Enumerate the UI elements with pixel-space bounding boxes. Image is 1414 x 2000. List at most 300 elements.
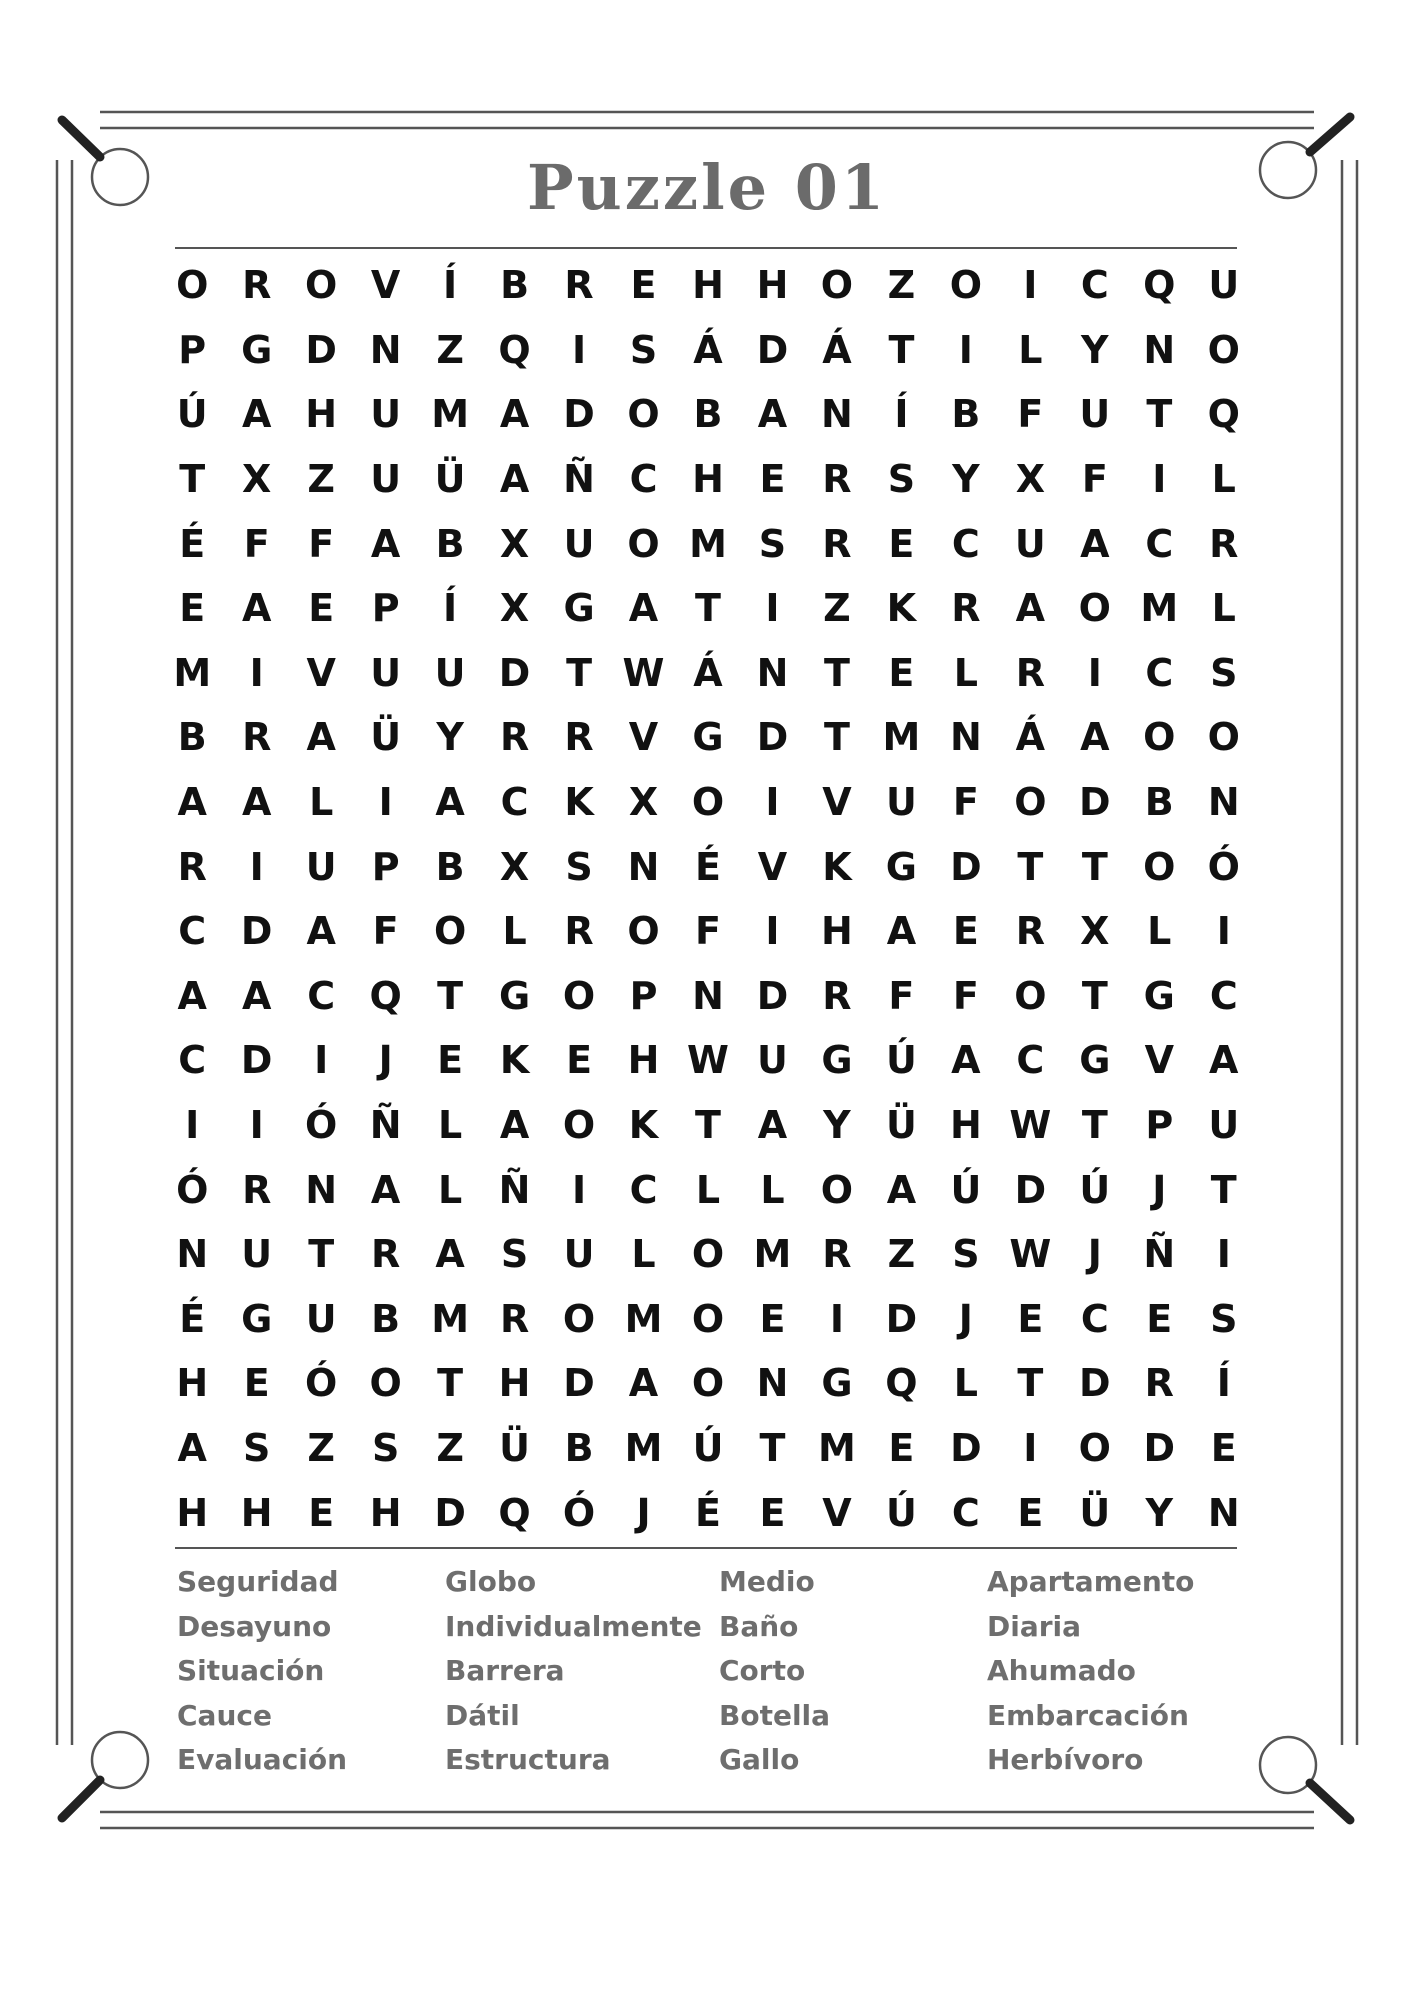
grid-cell[interactable]: I — [249, 1103, 264, 1148]
grid-cell[interactable]: N — [821, 392, 853, 437]
grid-cell[interactable]: E — [566, 1038, 593, 1083]
grid-cell[interactable]: C — [629, 1167, 658, 1212]
grid-cell[interactable]: D — [1143, 1426, 1176, 1471]
grid-cell[interactable]: D — [240, 1038, 273, 1083]
grid-cell[interactable]: B — [951, 392, 981, 437]
grid-cell[interactable]: H — [692, 457, 724, 502]
grid-cell[interactable]: I — [1216, 1232, 1231, 1277]
grid-cell[interactable]: A — [241, 392, 272, 437]
grid-cell[interactable]: R — [822, 457, 852, 502]
grid-cell[interactable]: B — [564, 1426, 594, 1471]
grid-cell[interactable]: Ü — [1079, 1490, 1111, 1535]
grid-cell[interactable]: I — [314, 1038, 329, 1083]
grid-cell[interactable]: Á — [1015, 715, 1046, 760]
grid-cell[interactable]: M — [882, 715, 921, 760]
grid-cell[interactable]: Ü — [434, 457, 466, 502]
grid-cell[interactable]: A — [177, 780, 207, 825]
grid-cell[interactable]: R — [242, 715, 272, 760]
grid-cell[interactable]: O — [627, 521, 660, 566]
grid-cell[interactable]: D — [1014, 1167, 1047, 1212]
grid-cell[interactable]: E — [888, 650, 915, 695]
grid-cell[interactable]: A — [306, 715, 336, 760]
grid-cell[interactable]: K — [628, 1103, 659, 1148]
grid-cell[interactable]: N — [176, 1232, 209, 1277]
grid-cell[interactable]: X — [1015, 457, 1045, 502]
grid-cell[interactable]: X — [628, 780, 659, 825]
grid-cell[interactable]: R — [499, 715, 530, 760]
grid-cell[interactable]: O — [1143, 715, 1176, 760]
grid-cell[interactable]: E — [1017, 1490, 1044, 1535]
grid-cell[interactable]: T — [695, 1103, 721, 1148]
grid-cell[interactable]: F — [1017, 392, 1044, 437]
grid-cell[interactable]: X — [242, 457, 272, 502]
grid-cell[interactable]: S — [243, 1426, 271, 1471]
grid-cell[interactable]: H — [692, 263, 724, 308]
grid-cell[interactable]: F — [243, 521, 270, 566]
grid-cell[interactable]: G — [241, 327, 273, 372]
grid-cell[interactable]: R — [242, 1167, 272, 1212]
grid-cell[interactable]: P — [178, 327, 207, 372]
grid-cell[interactable]: N — [305, 1167, 338, 1212]
grid-cell[interactable]: Ó — [1207, 844, 1240, 889]
grid-cell[interactable]: L — [953, 1361, 978, 1406]
grid-cell[interactable]: Ú — [1079, 1167, 1111, 1212]
grid-cell[interactable]: V — [306, 650, 336, 695]
grid-cell[interactable]: E — [759, 457, 786, 502]
grid-cell[interactable]: L — [1211, 586, 1236, 631]
grid-cell[interactable]: S — [1210, 650, 1238, 695]
grid-cell[interactable]: T — [437, 1361, 464, 1406]
grid-cell[interactable]: Ú — [885, 1038, 917, 1083]
grid-cell[interactable]: S — [952, 1232, 980, 1277]
grid-cell[interactable]: M — [431, 1296, 470, 1341]
grid-cell[interactable]: Ü — [885, 1103, 917, 1148]
grid-cell[interactable]: M — [431, 392, 470, 437]
grid-cell[interactable]: G — [821, 1038, 853, 1083]
grid-cell[interactable]: D — [950, 844, 982, 889]
grid-cell[interactable]: A — [886, 909, 917, 954]
grid-cell[interactable]: O — [691, 780, 725, 825]
grid-cell[interactable]: Ñ — [369, 1103, 402, 1148]
grid-cell[interactable]: T — [888, 327, 915, 372]
grid-cell[interactable]: R — [564, 263, 594, 308]
grid-cell[interactable]: Í — [1216, 1361, 1231, 1406]
grid-cell[interactable]: M — [1140, 586, 1179, 631]
grid-cell[interactable]: O — [1207, 327, 1240, 372]
grid-cell[interactable]: O — [1014, 780, 1047, 825]
grid-cell[interactable]: C — [629, 457, 658, 502]
grid-cell[interactable]: F — [1081, 457, 1108, 502]
grid-cell[interactable]: N — [627, 844, 660, 889]
grid-cell[interactable]: C — [178, 1038, 207, 1083]
grid-cell[interactable]: O — [949, 263, 983, 308]
grid-cell[interactable]: E — [1210, 1426, 1237, 1471]
grid-cell[interactable]: U — [1014, 521, 1046, 566]
grid-cell[interactable]: C — [1145, 650, 1174, 695]
grid-cell[interactable]: I — [1087, 650, 1102, 695]
grid-cell[interactable]: D — [240, 909, 273, 954]
grid-cell[interactable]: E — [243, 1361, 270, 1406]
grid-cell[interactable]: A — [628, 586, 659, 631]
grid-cell[interactable]: B — [693, 392, 723, 437]
grid-cell[interactable]: Z — [887, 1232, 916, 1277]
grid-cell[interactable]: N — [1207, 780, 1240, 825]
grid-cell[interactable]: B — [371, 1296, 401, 1341]
grid-cell[interactable]: K — [499, 1038, 530, 1083]
grid-cell[interactable]: W — [622, 650, 665, 695]
grid-cell[interactable]: D — [756, 973, 789, 1018]
grid-cell[interactable]: X — [499, 586, 530, 631]
grid-cell[interactable]: J — [1087, 1232, 1102, 1277]
grid-cell[interactable]: Ú — [176, 392, 208, 437]
grid-cell[interactable]: Q — [1143, 263, 1176, 308]
grid-cell[interactable]: Á — [693, 327, 723, 372]
grid-cell[interactable]: K — [822, 844, 852, 889]
grid-cell[interactable]: A — [370, 1167, 401, 1212]
grid-cell[interactable]: I — [571, 327, 587, 372]
grid-cell[interactable]: H — [756, 263, 789, 308]
grid-cell[interactable]: Y — [952, 457, 980, 502]
grid-cell[interactable]: N — [369, 327, 402, 372]
grid-cell[interactable]: O — [691, 1361, 725, 1406]
grid-cell[interactable]: L — [953, 650, 978, 695]
grid-cell[interactable]: P — [629, 973, 658, 1018]
grid-cell[interactable]: U — [241, 1232, 273, 1277]
grid-cell[interactable]: D — [756, 715, 789, 760]
grid-cell[interactable]: Ñ — [1143, 1232, 1176, 1277]
grid-cell[interactable]: F — [952, 973, 979, 1018]
grid-cell[interactable]: I — [1152, 457, 1167, 502]
grid-cell[interactable]: E — [308, 1490, 335, 1535]
grid-cell[interactable]: I — [185, 1103, 200, 1148]
grid-cell[interactable]: R — [822, 973, 852, 1018]
grid-cell[interactable]: R — [564, 715, 594, 760]
grid-cell[interactable]: T — [1017, 1361, 1044, 1406]
grid-cell[interactable]: A — [177, 973, 207, 1018]
grid-cell[interactable]: B — [177, 715, 207, 760]
grid-cell[interactable]: B — [1144, 780, 1174, 825]
grid-cell[interactable]: C — [1080, 1296, 1109, 1341]
grid-cell[interactable]: J — [378, 1038, 393, 1083]
grid-cell[interactable]: O — [305, 263, 338, 308]
grid-cell[interactable]: A — [1015, 586, 1046, 631]
grid-cell[interactable]: L — [695, 1167, 721, 1212]
grid-cell[interactable]: U — [1208, 1103, 1240, 1148]
grid-cell[interactable]: G — [1143, 973, 1175, 1018]
grid-cell[interactable]: C — [307, 973, 336, 1018]
grid-cell[interactable]: F — [888, 973, 915, 1018]
grid-cell[interactable]: T — [1146, 392, 1173, 437]
grid-cell[interactable]: R — [822, 1232, 852, 1277]
grid-cell[interactable]: G — [498, 973, 531, 1018]
grid-cell[interactable]: L — [1018, 327, 1043, 372]
grid-cell[interactable]: D — [1079, 780, 1111, 825]
grid-cell[interactable]: T — [695, 586, 721, 631]
grid-cell[interactable]: U — [370, 392, 402, 437]
grid-cell[interactable]: S — [629, 327, 658, 372]
grid-cell[interactable]: L — [631, 1232, 656, 1277]
grid-cell[interactable]: O — [369, 1361, 402, 1406]
grid-cell[interactable]: R — [242, 263, 272, 308]
grid-cell[interactable]: Ü — [370, 715, 402, 760]
grid-cell[interactable]: V — [822, 1490, 852, 1535]
grid-cell[interactable]: W — [1009, 1103, 1052, 1148]
letter-grid[interactable] — [160, 253, 1256, 1545]
grid-cell[interactable]: R — [564, 909, 594, 954]
grid-cell[interactable]: A — [628, 1361, 659, 1406]
grid-cell[interactable]: H — [498, 1361, 531, 1406]
grid-cell[interactable]: O — [691, 1296, 725, 1341]
grid-cell[interactable]: Ñ — [563, 457, 595, 502]
grid-cell[interactable]: I — [765, 586, 780, 631]
grid-cell[interactable]: E — [759, 1296, 786, 1341]
grid-cell[interactable]: L — [1147, 909, 1172, 954]
grid-cell[interactable]: Q — [369, 973, 402, 1018]
grid-cell[interactable]: Z — [436, 327, 464, 372]
grid-cell[interactable]: U — [757, 1038, 788, 1083]
grid-cell[interactable]: E — [630, 263, 657, 308]
grid-cell[interactable]: R — [499, 1296, 530, 1341]
grid-cell[interactable]: A — [241, 973, 272, 1018]
grid-cell[interactable]: O — [820, 1167, 854, 1212]
grid-cell[interactable]: Á — [822, 327, 852, 372]
grid-cell[interactable]: M — [624, 1426, 663, 1471]
grid-cell[interactable]: A — [370, 521, 401, 566]
grid-cell[interactable]: H — [627, 1038, 660, 1083]
grid-cell[interactable]: S — [758, 521, 787, 566]
grid-cell[interactable]: U — [305, 1296, 337, 1341]
grid-cell[interactable]: Y — [823, 1103, 851, 1148]
grid-cell[interactable]: A — [241, 586, 272, 631]
grid-cell[interactable]: Ó — [562, 1490, 596, 1535]
grid-cell[interactable]: C — [500, 780, 529, 825]
grid-cell[interactable]: T — [179, 457, 206, 502]
grid-cell[interactable]: Í — [894, 392, 909, 437]
grid-cell[interactable]: A — [177, 1426, 207, 1471]
grid-cell[interactable]: T — [1210, 1167, 1237, 1212]
grid-cell[interactable]: L — [760, 1167, 785, 1212]
grid-cell[interactable]: I — [378, 780, 393, 825]
grid-cell[interactable]: A — [757, 1103, 788, 1148]
grid-cell[interactable]: I — [958, 327, 973, 372]
grid-cell[interactable]: I — [765, 909, 780, 954]
grid-cell[interactable]: N — [949, 715, 982, 760]
grid-cell[interactable]: O — [1078, 1426, 1111, 1471]
grid-cell[interactable]: É — [695, 1490, 721, 1535]
grid-cell[interactable]: S — [371, 1426, 400, 1471]
grid-cell[interactable]: M — [818, 1426, 856, 1471]
grid-cell[interactable]: B — [500, 263, 530, 308]
grid-cell[interactable]: A — [951, 1038, 981, 1083]
grid-cell[interactable]: G — [563, 586, 595, 631]
grid-cell[interactable]: R — [1015, 650, 1045, 695]
grid-cell[interactable]: U — [885, 780, 917, 825]
grid-cell[interactable]: R — [1209, 521, 1239, 566]
grid-cell[interactable]: T — [1017, 844, 1044, 889]
grid-cell[interactable]: A — [435, 1232, 465, 1277]
grid-cell[interactable]: F — [372, 909, 399, 954]
grid-cell[interactable]: C — [1080, 263, 1109, 308]
grid-cell[interactable]: E — [1017, 1296, 1044, 1341]
grid-cell[interactable]: V — [628, 715, 659, 760]
grid-cell[interactable]: Q — [885, 1361, 918, 1406]
grid-cell[interactable]: H — [176, 1490, 209, 1535]
grid-cell[interactable]: M — [173, 650, 212, 695]
grid-cell[interactable]: L — [438, 1103, 463, 1148]
grid-cell[interactable]: A — [1080, 521, 1110, 566]
grid-cell[interactable]: Ó — [176, 1167, 209, 1212]
grid-cell[interactable]: U — [563, 1232, 595, 1277]
grid-cell[interactable]: Q — [498, 327, 531, 372]
grid-cell[interactable]: N — [756, 1361, 789, 1406]
grid-cell[interactable]: T — [566, 650, 592, 695]
grid-cell[interactable]: Y — [436, 715, 464, 760]
grid-cell[interactable]: K — [564, 780, 594, 825]
grid-cell[interactable]: T — [823, 650, 850, 695]
grid-cell[interactable]: L — [438, 1167, 463, 1212]
grid-cell[interactable]: H — [369, 1490, 402, 1535]
grid-cell[interactable]: H — [821, 909, 853, 954]
grid-cell[interactable]: D — [950, 1426, 982, 1471]
grid-cell[interactable]: U — [305, 844, 337, 889]
grid-cell[interactable]: J — [636, 1490, 651, 1535]
grid-cell[interactable]: E — [308, 586, 335, 631]
grid-cell[interactable]: Q — [498, 1490, 531, 1535]
grid-cell[interactable]: F — [695, 909, 721, 954]
grid-cell[interactable]: F — [308, 521, 335, 566]
grid-cell[interactable]: Ü — [499, 1426, 530, 1471]
grid-cell[interactable]: R — [371, 1232, 401, 1277]
grid-cell[interactable]: Ú — [950, 1167, 982, 1212]
grid-cell[interactable]: N — [1143, 327, 1176, 372]
grid-cell[interactable]: T — [759, 1426, 786, 1471]
grid-cell[interactable]: Q — [1207, 392, 1240, 437]
grid-cell[interactable]: C — [1209, 973, 1238, 1018]
grid-cell[interactable]: O — [562, 1296, 596, 1341]
grid-cell[interactable]: U — [434, 650, 466, 695]
grid-cell[interactable]: V — [370, 263, 401, 308]
grid-cell[interactable]: A — [499, 392, 530, 437]
grid-cell[interactable]: I — [829, 1296, 844, 1341]
grid-cell[interactable]: P — [371, 586, 400, 631]
grid-cell[interactable]: Í — [443, 263, 458, 308]
grid-cell[interactable]: L — [309, 780, 334, 825]
grid-cell[interactable]: T — [308, 1232, 335, 1277]
grid-cell[interactable]: Ó — [305, 1103, 338, 1148]
grid-cell[interactable]: É — [179, 1296, 206, 1341]
grid-cell[interactable]: K — [886, 586, 917, 631]
grid-cell[interactable]: U — [370, 457, 402, 502]
grid-cell[interactable]: I — [1023, 263, 1038, 308]
grid-cell[interactable]: G — [1079, 1038, 1111, 1083]
grid-cell[interactable]: Z — [436, 1426, 464, 1471]
grid-cell[interactable]: I — [1216, 909, 1231, 954]
grid-cell[interactable]: P — [1145, 1103, 1174, 1148]
grid-cell[interactable]: R — [1144, 1361, 1174, 1406]
grid-cell[interactable]: H — [176, 1361, 209, 1406]
grid-cell[interactable]: D — [756, 327, 789, 372]
grid-cell[interactable]: A — [435, 780, 465, 825]
grid-cell[interactable]: P — [371, 844, 400, 889]
grid-cell[interactable]: H — [949, 1103, 982, 1148]
grid-cell[interactable]: I — [571, 1167, 587, 1212]
grid-cell[interactable]: H — [305, 392, 338, 437]
grid-cell[interactable]: X — [499, 844, 530, 889]
grid-cell[interactable]: Z — [307, 1426, 335, 1471]
grid-cell[interactable]: O — [562, 973, 596, 1018]
grid-cell[interactable]: M — [624, 1296, 663, 1341]
grid-cell[interactable]: V — [757, 844, 788, 889]
grid-cell[interactable]: W — [687, 1038, 729, 1083]
grid-cell[interactable]: X — [499, 521, 530, 566]
grid-cell[interactable]: J — [1152, 1167, 1167, 1212]
grid-cell[interactable]: L — [502, 909, 527, 954]
grid-cell[interactable]: M — [689, 521, 727, 566]
grid-cell[interactable]: I — [249, 650, 264, 695]
grid-cell[interactable]: A — [499, 457, 530, 502]
grid-cell[interactable]: R — [1015, 909, 1045, 954]
grid-cell[interactable]: G — [885, 844, 917, 889]
grid-cell[interactable]: O — [1143, 844, 1176, 889]
grid-cell[interactable]: R — [177, 844, 207, 889]
grid-cell[interactable]: T — [1081, 1103, 1108, 1148]
grid-cell[interactable]: U — [1208, 263, 1240, 308]
grid-cell[interactable]: Ñ — [498, 1167, 531, 1212]
grid-cell[interactable]: O — [627, 909, 660, 954]
grid-cell[interactable]: Z — [887, 263, 916, 308]
grid-cell[interactable]: D — [498, 650, 531, 695]
grid-cell[interactable]: J — [958, 1296, 973, 1341]
grid-cell[interactable]: V — [1144, 1038, 1174, 1083]
grid-cell[interactable]: E — [888, 1426, 915, 1471]
grid-cell[interactable]: L — [1211, 457, 1236, 502]
grid-cell[interactable]: C — [1145, 521, 1174, 566]
grid-cell[interactable]: N — [1207, 1490, 1240, 1535]
grid-cell[interactable]: E — [437, 1038, 464, 1083]
grid-cell[interactable]: Á — [693, 650, 723, 695]
grid-cell[interactable]: A — [886, 1167, 917, 1212]
grid-cell[interactable]: W — [1009, 1232, 1052, 1277]
grid-cell[interactable]: R — [822, 521, 852, 566]
grid-cell[interactable]: Z — [823, 586, 851, 631]
grid-cell[interactable]: H — [240, 1490, 273, 1535]
grid-cell[interactable]: D — [1079, 1361, 1111, 1406]
grid-cell[interactable]: É — [179, 521, 206, 566]
grid-cell[interactable]: R — [951, 586, 981, 631]
grid-cell[interactable]: X — [1080, 909, 1110, 954]
grid-cell[interactable]: G — [821, 1361, 853, 1406]
grid-cell[interactable]: O — [691, 1232, 725, 1277]
grid-cell[interactable]: Ú — [692, 1426, 724, 1471]
grid-cell[interactable]: U — [370, 650, 402, 695]
grid-cell[interactable]: G — [241, 1296, 273, 1341]
grid-cell[interactable]: Y — [1081, 327, 1109, 372]
grid-cell[interactable]: N — [756, 650, 789, 695]
grid-cell[interactable]: Í — [443, 586, 458, 631]
grid-cell[interactable]: O — [433, 909, 467, 954]
grid-cell[interactable]: U — [1079, 392, 1111, 437]
grid-cell[interactable]: E — [888, 521, 915, 566]
grid-cell[interactable]: T — [1081, 844, 1108, 889]
grid-cell[interactable]: A — [1209, 1038, 1239, 1083]
grid-cell[interactable]: T — [1081, 973, 1108, 1018]
grid-cell[interactable]: É — [695, 844, 721, 889]
grid-cell[interactable]: O — [1207, 715, 1240, 760]
grid-cell[interactable]: A — [306, 909, 336, 954]
grid-cell[interactable]: E — [759, 1490, 786, 1535]
grid-cell[interactable]: G — [692, 715, 724, 760]
grid-cell[interactable]: B — [435, 844, 465, 889]
